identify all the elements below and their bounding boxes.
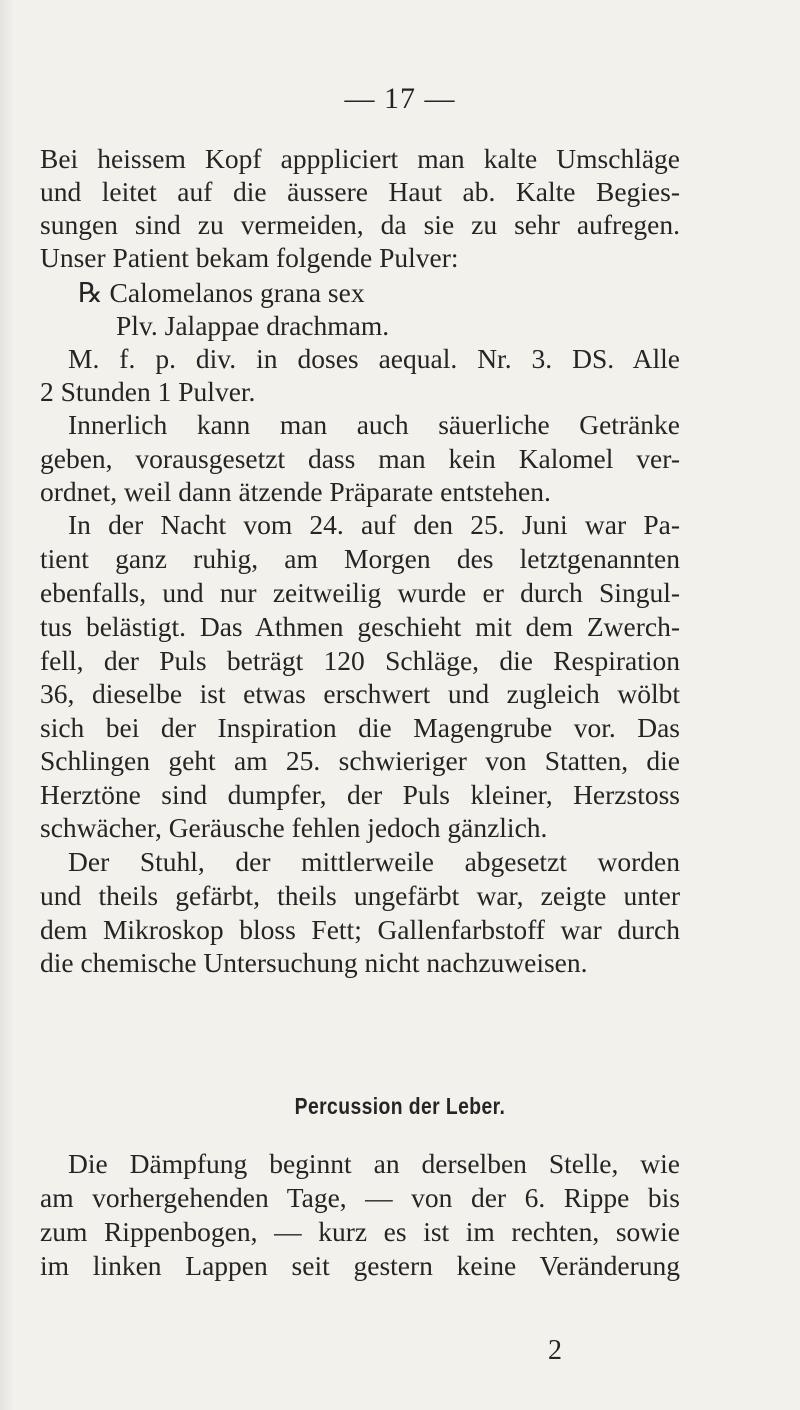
text-line: 2 Stunden 1 Pulver. [40, 376, 256, 407]
text-line: zum Rippenbogen, — kurz es ist im rechten, sowie [40, 1216, 680, 1247]
section-heading: Percussion der Leber. [294, 1093, 506, 1119]
prescription-line: ℞ Calomelanos grana sex [78, 277, 365, 308]
text-line: Unser Patient bekam folgende Pulver: [40, 242, 459, 273]
text-line: sungen sind zu vermeiden, da sie zu sehr aufregen. [40, 209, 680, 240]
text-line: In der Nacht vom 24. auf den 25. Juni war Pa- [68, 509, 680, 540]
text-line: und theils gefärbt, theils ungefärbt war, zeigte unter [40, 880, 680, 911]
text-line: Innerlich kann man auch säuerliche Getränke [68, 409, 680, 440]
text-line: die chemische Untersuchung nicht nachzuweisen. [40, 947, 588, 978]
signature-mark: 2 [548, 1335, 562, 1366]
text-line: Die Dämpfung beginnt an derselben Stelle, wie [68, 1148, 680, 1179]
text-line: Der Stuhl, der mittlerweile abgesetzt worden [68, 846, 680, 877]
text-line: schwächer, Geräusche fehlen jedoch gänzlich. [40, 812, 548, 843]
text-line: am vorhergehenden Tage, — von der 6. Rippe bis [40, 1182, 680, 1213]
text-line: tient ganz ruhig, am Morgen des letztgenannten [40, 543, 680, 574]
text-line: tus belästigt. Das Athmen geschieht mit dem Zwerch- [40, 611, 680, 642]
text-line: im linken Lappen seit gestern keine Veränderung [40, 1250, 680, 1281]
text-line: Schlingen geht am 25. schwieriger von Statten, die [40, 745, 680, 776]
text-line: ordnet, weil dann ätzende Präparate entstehen. [40, 476, 551, 507]
text-line: geben, vorausgesetzt dass man kein Kalomel ver- [40, 443, 680, 474]
prescription-line: Plv. Jalappae drachmam. [116, 310, 390, 341]
text-line: sich bei der Inspiration die Magengrube vor. Das [40, 712, 680, 743]
text-line: ebenfalls, und nur zeitweilig wurde er durch Singul- [40, 577, 680, 608]
text-line: M. f. p. div. in doses aequal. Nr. 3. DS. Alle [68, 343, 680, 374]
text-line: fell, der Puls beträgt 120 Schläge, die Respiration [40, 645, 680, 676]
text-line: und leitet auf die äussere Haut ab. Kalte Begies- [40, 176, 680, 207]
text-line: dem Mikroskop bloss Fett; Gallenfarbstoff war durch [40, 914, 680, 945]
page-number: — 17 — [344, 82, 456, 115]
text-line: Herztöne sind dumpfer, der Puls kleiner, Herzstoss [40, 779, 680, 810]
text-line: Bei heissem Kopf apppliciert man kalte Umschläge [40, 143, 680, 174]
text-line: 36, dieselbe ist etwas erschwert und zugleich wölbt [40, 678, 680, 709]
